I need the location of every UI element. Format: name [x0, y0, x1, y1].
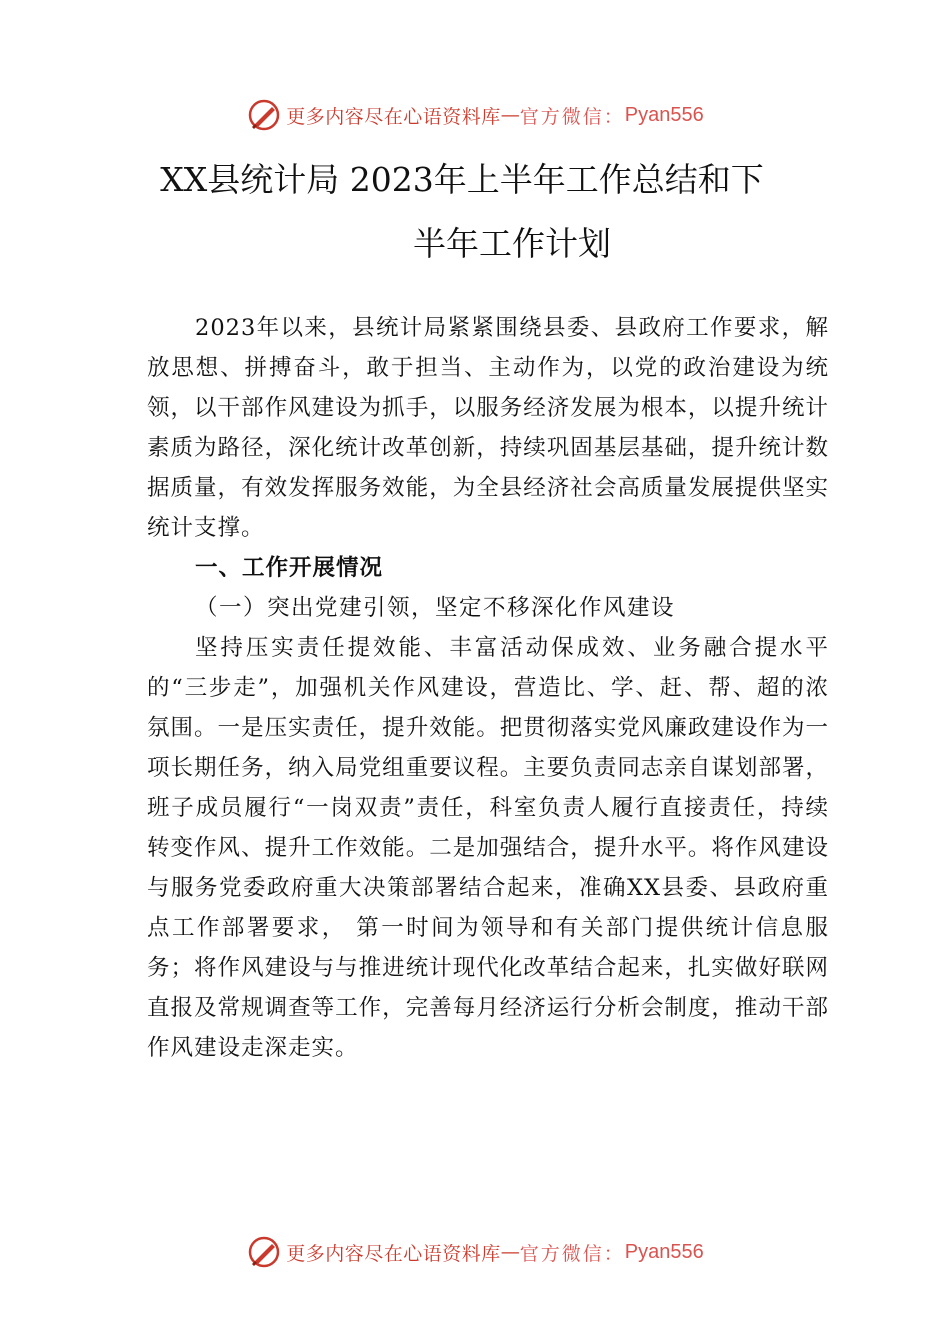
watermark-text: 更多内容尽在心语资料库 — [286, 105, 501, 128]
pen-logo-icon — [246, 97, 282, 133]
watermark-wechat-id: Pyan556 — [624, 103, 704, 126]
document-title-line2: 半年工作计划 — [413, 224, 611, 263]
watermark-separator: — — [500, 1241, 520, 1263]
watermark-wechat-label: 官方微信： — [519, 1242, 625, 1265]
document-body — [147, 308, 829, 1068]
watermark-wechat-id: Pyan556 — [624, 1240, 704, 1263]
watermark-wechat-label: 官方微信： — [519, 105, 625, 128]
document-title-line1: XX县统计局 2023年上半年工作总结和下 — [160, 160, 764, 199]
watermark-text: 更多内容尽在心语资料库 — [286, 1242, 501, 1265]
pen-logo-icon — [246, 1234, 282, 1270]
header-watermark — [0, 95, 950, 135]
section-heading: 一、工作开展情况 — [195, 555, 384, 581]
footer-watermark — [0, 1232, 950, 1272]
subsection-paragraph: 坚持压实责任提效能、丰富活动保成效、业务融合提水平的“三步走”，加强机关作风建设，营造比、学、赶、帮、超的浓氛围。一是压实责任，提升效能。把贯彻落实党风廉政建设作为一项长期任务，纳入局党组重要议程。主要负责同志亲自谋划部署，班子成员履行“一岗双责”责任，科室负责人履行直接责任，持续转变作风、提升工作效能。二是加强结合，提升水平。将作风建设与服务党委政府重大决策部署结合起来，准确XX县委、县政府重点工作部署要求， 第一时间为领导和有关部门提供统计信息服务；将作风建设与与推进统计现代化改革结合起来，扎实做好联网直报及常规调查等工作，完善每月经济运行分析会制度，推动干部作风建设走深走实。 — [147, 635, 829, 1061]
intro-paragraph: 2023年以来，县统计局紧紧围绕县委、县政府工作要求，解放思想、拼搏奋斗，敢于担当、主动作为，以党的政治建设为统领，以干部作风建设为抓手，以服务经济发展为根本，以提升统计素质为路径，深化统计改革创新，持续巩固基层基础，提升统计数据质量，有效发挥服务效能，为全县经济社会高质量发展提供坚实统计支撑。 — [147, 315, 829, 541]
subsection-heading: （一）突出党建引领，坚定不移深化作风建设 — [195, 595, 676, 621]
watermark-separator: — — [500, 104, 520, 126]
